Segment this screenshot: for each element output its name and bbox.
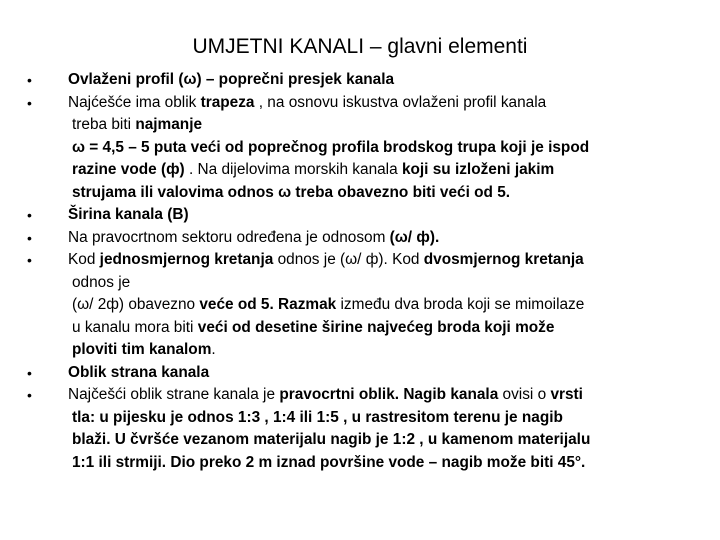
bullet-item bbox=[0, 69, 720, 92]
text-run: Kod bbox=[68, 251, 100, 268]
bold-text: (ω/ ф). bbox=[389, 228, 440, 246]
bold-text: blaži. U čvršće vezanom materijalu nagib je 1:2 , u kamenom materijalu bbox=[72, 431, 591, 448]
bullet-item bbox=[0, 227, 720, 250]
text-run: između dva broda koji se mimoilaze bbox=[336, 296, 585, 313]
bullet-line bbox=[68, 339, 694, 362]
bold-text: razine vode (ф) bbox=[72, 161, 185, 178]
bold-text: strujama ili valovima odnos ω treba obavezno biti veći od 5. bbox=[72, 183, 511, 201]
bullet-item bbox=[0, 362, 720, 385]
bullet-line bbox=[68, 384, 694, 407]
bold-text: tla: u pijesku je odnos 1:3 , 1:4 ili 1:5 , u rastresitom terenu je nagib bbox=[72, 408, 563, 426]
bullet-line bbox=[68, 294, 694, 317]
bold-text: Širina kanala (B) bbox=[68, 206, 189, 223]
bullet-line bbox=[68, 227, 694, 250]
bold-text: koji su izloženi jakim bbox=[401, 161, 555, 178]
bullet-dot: • bbox=[27, 207, 32, 223]
bullet-dot: • bbox=[27, 364, 32, 381]
bold-text: veće od 5. Razmak bbox=[199, 296, 337, 313]
slide-title: UMJETNI KANALI – glavni elementi bbox=[192, 35, 528, 58]
bullet-line bbox=[68, 182, 694, 205]
text-run: Na pravocrtnom sektoru određena je odnosom bbox=[68, 228, 390, 246]
text-run: . bbox=[211, 341, 216, 358]
bold-text: veći od desetine širine najvećeg broda koji može bbox=[197, 318, 555, 336]
bold-text: trapeza bbox=[200, 93, 255, 111]
bullet-line bbox=[68, 317, 694, 340]
bullet-line bbox=[68, 92, 694, 115]
bullet-item bbox=[0, 204, 720, 227]
bullet-item bbox=[0, 384, 720, 474]
bullet-line bbox=[68, 204, 694, 227]
bold-text: Oblik strana kanala bbox=[68, 363, 210, 381]
bold-text: vrsti bbox=[550, 386, 583, 403]
bullet-line bbox=[68, 407, 694, 430]
bullet-line bbox=[68, 249, 694, 272]
text-run: odnos je bbox=[72, 273, 131, 291]
bold-text: 1:1 ili strmiji. Dio preko 2 m iznad površine vode – nagib može biti 45°. bbox=[72, 453, 586, 471]
bold-text: ω = 4,5 – 5 puta veći od poprečnog profila brodskog trupa koji je ispod bbox=[72, 138, 590, 156]
bullet-dot: • bbox=[27, 72, 32, 88]
bullet-item bbox=[0, 249, 720, 362]
text-run: odnos je (ω/ ф). Kod bbox=[273, 251, 424, 268]
text-run: treba biti bbox=[72, 116, 136, 133]
bullet-dot: • bbox=[27, 387, 32, 403]
bold-text: pravocrtni oblik. Nagib kanala bbox=[279, 386, 499, 403]
bullet-line bbox=[68, 429, 694, 452]
bullet-line bbox=[68, 159, 694, 182]
bold-text: Ovlaženi profil (ω) – poprečni presjek kanala bbox=[68, 71, 395, 88]
bullet-dot: • bbox=[27, 94, 32, 111]
bullet-line bbox=[68, 362, 694, 385]
bullet-line bbox=[68, 69, 694, 92]
bullet-line bbox=[68, 114, 694, 137]
text-run: Najčešći oblik strane kanala je bbox=[68, 386, 280, 403]
bold-text: dvosmjernog kretanja bbox=[423, 251, 584, 268]
text-run: Najćešće ima oblik bbox=[68, 93, 201, 111]
text-run: u kanalu mora biti bbox=[72, 318, 198, 336]
bullet-dot: • bbox=[27, 229, 32, 246]
bullet-item bbox=[0, 92, 720, 205]
bold-text: najmanje bbox=[135, 116, 203, 133]
text-run: ovisi o bbox=[498, 386, 551, 403]
bullet-line bbox=[68, 137, 694, 160]
text-run: , na osnovu iskustva ovlaženi profil kanala bbox=[254, 93, 547, 111]
bold-text: jednosmjernog kretanja bbox=[99, 251, 274, 268]
bold-text: ploviti tim kanalom bbox=[72, 341, 212, 358]
text-run: (ω/ 2ф) obavezno bbox=[72, 296, 200, 313]
text-run: . Na dijelovima morskih kanala bbox=[184, 161, 402, 178]
bullet-line bbox=[68, 452, 694, 475]
bullet-list bbox=[0, 69, 720, 474]
bullet-line bbox=[68, 272, 694, 295]
bullet-dot: • bbox=[27, 252, 32, 268]
